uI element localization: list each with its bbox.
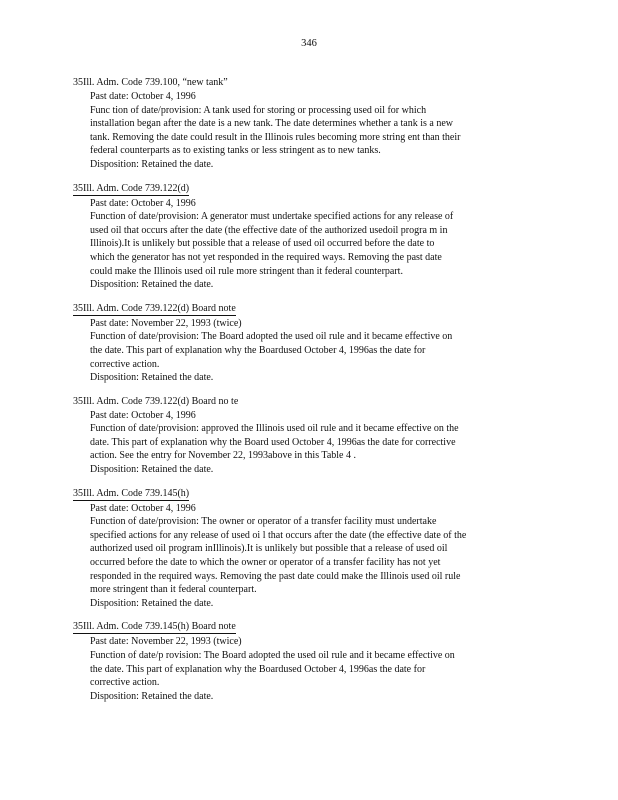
function-line: corrective action. xyxy=(90,358,160,370)
disposition: Disposition: Retained the date. xyxy=(90,464,214,476)
entry-body xyxy=(90,502,548,611)
function-line: Illinois).It is unlikely but possible that a release of used oil occurred before the date to xyxy=(90,238,435,250)
past-date: Past date: October 4, 1996 xyxy=(90,197,196,209)
function-line: could make the Illinois used oil rule more stringent than it federal counterpart. xyxy=(90,265,403,277)
disposition: Disposition: Retained the date. xyxy=(90,279,214,291)
entry-body xyxy=(90,317,548,385)
function-line: Function of date/provision: approved the Illinois used oil rule and it became effective on the xyxy=(90,423,459,435)
entry xyxy=(73,178,548,292)
past-date: Past date: October 4, 1996 xyxy=(90,502,196,514)
function-line: tank. Removing the date could result in the Illinois rules becoming more string ent than their xyxy=(90,131,461,143)
function-line: occurred before the date to which the owner or operator of a transfer facility has not yet xyxy=(90,557,441,569)
disposition: Disposition: Retained the date. xyxy=(90,372,214,384)
function-line: Function of date/provision: A generator must undertake specified actions for any release of xyxy=(90,211,454,223)
function-line: Function of date/p rovision: The Board adopted the used oil rule and it became effective on xyxy=(90,650,455,661)
entry-heading: 35Ill. Adm. Code 739.100, “new tank” xyxy=(73,77,228,88)
function-line: Func tion of date/provision: A tank used for storing or processing used oil for which xyxy=(90,104,427,116)
entry xyxy=(73,298,548,385)
entry-body xyxy=(90,90,548,172)
entries-list xyxy=(73,72,548,709)
entry-heading: 35Ill. Adm. Code 739.122(d) xyxy=(73,182,190,194)
entry-heading: 35Ill. Adm. Code 739.145(h) Board note xyxy=(73,621,236,633)
past-date: Past date: October 4, 1996 xyxy=(90,91,196,102)
entry xyxy=(73,391,548,477)
function-line: federal counterparts as to existing tanks or less stringent as to new tanks. xyxy=(90,145,381,157)
function-line: specified actions for any release of used oi l that occurs after the date (the effective date of the xyxy=(90,529,467,541)
disposition: Disposition: Retained the date. xyxy=(90,158,214,170)
function-line: used oil that occurs after the date (the effective date of the authorized usedoil progra m in xyxy=(90,224,448,236)
function-line: Function of date/provision: The Board adopted the used oil rule and it became effective on xyxy=(90,331,453,343)
function-line: which the generator has not yet responded in the required ways. Removing the past date xyxy=(90,251,442,263)
disposition: Disposition: Retained the date. xyxy=(90,690,214,702)
function-line: date. This part of explanation why the Board used October 4, 1996as the date for corrective xyxy=(90,436,456,448)
entry xyxy=(73,483,548,611)
disposition: Disposition: Retained the date. xyxy=(90,597,214,609)
entry xyxy=(73,616,548,703)
entry-heading: 35Ill. Adm. Code 739.122(d) Board no te xyxy=(73,395,239,407)
entry-body xyxy=(90,409,548,477)
entry-heading: 35Ill. Adm. Code 739.122(d) Board note xyxy=(73,302,236,314)
function-line: the date. This part of explanation why the Boardused October 4, 1996as the date for xyxy=(90,344,426,356)
past-date: Past date: November 22, 1993 (twice) xyxy=(90,636,242,648)
past-date: Past date: October 4, 1996 xyxy=(90,409,196,421)
function-line: action. See the entry for November 22, 1993above in this Table 4 . xyxy=(90,450,356,462)
function-line: the date. This part of explanation why the Boardused October 4, 1996as the date for xyxy=(90,663,426,675)
entry xyxy=(73,72,548,172)
past-date: Past date: November 22, 1993 (twice) xyxy=(90,317,242,329)
page-number: 346 xyxy=(301,38,317,49)
function-line: more stringent than it federal counterpart. xyxy=(90,584,257,596)
function-line: installation began after the date is a new tank. The date determines whether a tank is a new xyxy=(90,118,454,130)
function-line: responded in the required ways. Removing the past date could make the Illinois used oil rule xyxy=(90,570,461,582)
entry-body xyxy=(90,197,548,292)
function-line: corrective action. xyxy=(90,677,160,689)
entry-body xyxy=(90,635,548,703)
function-line: authorized used oil program inIllinois).It is unlikely but possible that a release of used oil xyxy=(90,543,448,555)
entry-heading: 35Ill. Adm. Code 739.145(h) xyxy=(73,487,190,499)
function-line: Function of date/provision: The owner or operator of a transfer facility must undertake xyxy=(90,516,437,528)
